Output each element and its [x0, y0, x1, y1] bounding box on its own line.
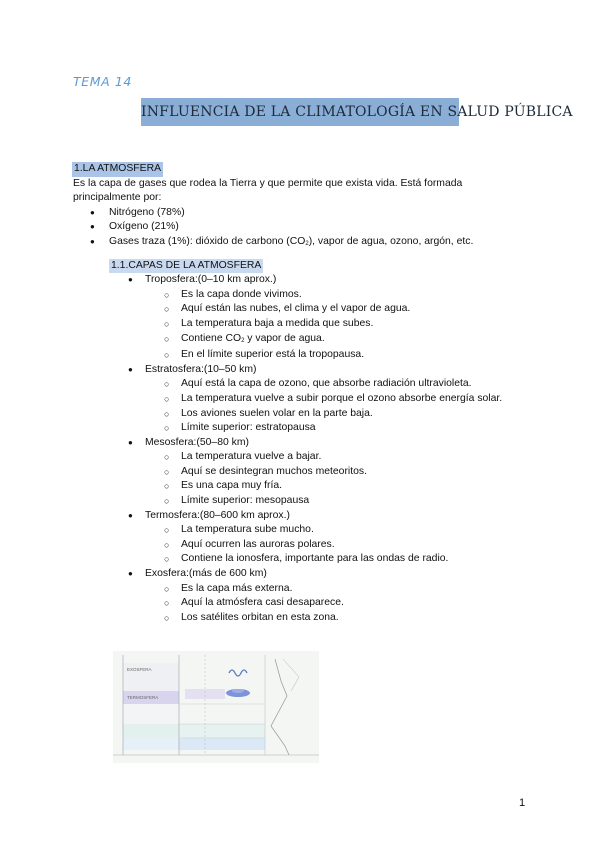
detail-item: ○ Contiene la ionosfera, importante para las ondas de radio.	[145, 552, 543, 567]
layer-item-troposfera	[73, 273, 543, 363]
trace-text-rest: ), vapor de agua, ozono, argón, etc.	[308, 235, 474, 247]
page-number: 1	[519, 797, 526, 809]
co2-subscript: 2	[305, 240, 309, 247]
detail-item: ○ La temperatura baja a medida que subes.	[145, 317, 543, 332]
layer-name: Termosfera:(80–600 km aprox.)	[145, 509, 290, 521]
detail-item: ○ Aquí está la capa de ozono, que absorbe radiación ultravioleta.	[145, 377, 543, 392]
atmosphere-diagram-svg	[113, 651, 319, 763]
gas-list	[73, 206, 543, 252]
layer-details	[145, 377, 543, 435]
intro-line-2: principalmente por:	[73, 192, 162, 204]
detail-item: ○ Aquí la atmósfera casi desaparece.	[145, 596, 543, 611]
layer-details	[145, 450, 543, 508]
co2-subscript: 2	[241, 337, 245, 344]
detail-item	[145, 332, 543, 349]
detail-item: ○ Es la capa más externa.	[145, 582, 543, 597]
detail-text: Contiene CO	[181, 332, 242, 344]
layer-name: Exosfera:(más de 600 km)	[145, 568, 267, 580]
detail-item: ○ Es una capa muy fría.	[145, 479, 543, 494]
gas-item	[73, 235, 543, 252]
layer-name: Estratosfera:(10–50 km)	[145, 363, 257, 375]
gas-item: ● Oxígeno (21%)	[73, 220, 543, 235]
detail-item: ○ En el límite superior está la tropopausa.	[145, 348, 543, 363]
detail-item: ○ La temperatura vuelve a bajar.	[145, 450, 543, 465]
tema-label: TEMA 14	[73, 74, 132, 89]
page-title: INFLUENCIA DE LA CLIMATOLOGÍA EN SALUD PÚBLICA	[141, 98, 459, 126]
intro-line-1: Es la capa de gases que rodea la Tierra y que permite que exista vida. Está formada	[73, 177, 463, 189]
detail-item: ○ Aquí ocurren las auroras polares.	[145, 538, 543, 553]
layer-item-exosfera	[73, 567, 543, 625]
layer-item-estratosfera	[73, 363, 543, 436]
gas-item: ● Nitrógeno (78%)	[73, 206, 543, 221]
detail-item: ○ Los satélites orbitan en esta zona.	[145, 611, 543, 626]
layer-details	[145, 523, 543, 567]
detail-text-rest: y vapor de agua.	[244, 332, 325, 344]
layer-details	[145, 582, 543, 626]
section-heading-atmosfera: 1.LA ATMOSFERA	[72, 162, 163, 177]
detail-item: ○ Límite superior: estratopausa	[145, 421, 543, 436]
detail-item: ○ La temperatura sube mucho.	[145, 523, 543, 538]
layer-name: Troposfera:(0–10 km aprox.)	[145, 274, 277, 286]
layer-item-mesosfera	[73, 436, 543, 509]
intro-paragraph	[73, 177, 543, 206]
detail-item: ○ Los aviones suelen volar en la parte baja.	[145, 407, 543, 422]
section-heading-capas: 1.1.CAPAS DE LA ATMOSFERA	[109, 259, 263, 274]
detail-item: ○ Límite superior: mesopausa	[145, 494, 543, 509]
detail-item: ○ Aquí están las nubes, el clima y el vapor de agua.	[145, 302, 543, 317]
detail-item: ○ Es la capa donde vivimos.	[145, 288, 543, 303]
trace-text: Gases traza (1%): dióxido de carbono (CO	[109, 235, 306, 247]
layer-list	[73, 273, 543, 625]
layer-name: Mesosfera:(50–80 km)	[145, 436, 249, 448]
layer-details	[145, 288, 543, 363]
atmosphere-layers-diagram	[113, 651, 319, 763]
detail-item: ○ La temperatura vuelve a subir porque el ozono absorbe energía solar.	[145, 392, 543, 407]
termosfera-label: TERMOSFERA	[127, 695, 159, 700]
exosfera-label: EXOSFERA	[127, 667, 152, 672]
layer-item-termosfera	[73, 509, 543, 567]
detail-item: ○ Aquí se desintegran muchos meteoritos.	[145, 465, 543, 480]
document-body	[73, 162, 543, 625]
